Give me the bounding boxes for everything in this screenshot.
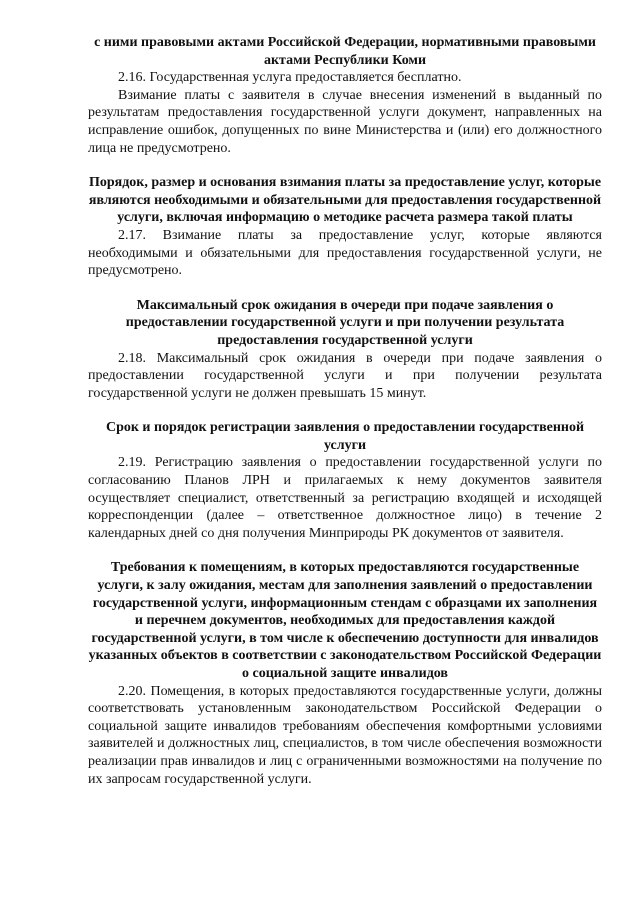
section-spacer xyxy=(88,157,602,174)
document-page xyxy=(88,34,602,788)
section-spacer xyxy=(88,402,602,419)
paragraph: 2.18. Максимальный срок ожидания в очереди при подаче заявления о предоставлении государственной услуги и при получении результата государственной услуги не должен превышать 15 минут. xyxy=(88,350,602,401)
section-heading: Максимальный срок ожидания в очереди при подаче заявления о предоставлении государственной услуги и при получении результата предоставления государственной услуги xyxy=(125,297,565,348)
paragraph: 2.19. Регистрацию заявления о предоставлении государственной услуги по согласованию Планов ЛРН и прилагаемых к нему документов заявителя осуществляет специалист, ответственный за регистрацию входящей и исходящей корреспонденции (далее – ответственное должностное лицо) в течение 2 календарных дней со дня получения Минприроды РК документов от заявителя. xyxy=(88,455,602,541)
section-heading: Требования к помещениям, в которых предоставляются государственные услуги, к залу ожидания, местам для заполнения заявлений о предоставлении государственной услуги, информационным стендам с образцами их заполнения и перечнем документов, необходимых для предоставления каждой государственной услуги, в том числе к обеспечению доступности для инвалидов указанных объектов в соответствии с законодательством Российской Федерации о социальной защите инвалидов xyxy=(88,560,602,681)
paragraph: 2.16. Государственная услуга предоставляется бесплатно. xyxy=(118,70,462,86)
paragraph: Взимание платы с заявителя в случае внесения изменений в выданный по результатам предоставления государственной услуги документ, направленных на исправление ошибок, допущенных по вине Министерства и (или) его должностного лица не предусмотрено. xyxy=(88,87,602,156)
section-spacer xyxy=(88,542,602,559)
paragraph: 2.20. Помещения, в которых предоставляются государственные услуги, должны соответствовать установленным законодательством Российской Федерации о социальной защите инвалидов требованиям обеспечения комфортными условиями заявителей и должностных лиц, специалистов, в том числе обеспечения возможности реализации прав инвалидов и лиц с ограниченными возможностями на получение по их запросам государственной услуги. xyxy=(88,683,602,787)
section-heading: Срок и порядок регистрации заявления о предоставлении государственной услуги xyxy=(105,420,585,453)
section-spacer xyxy=(88,280,602,297)
section-heading: Порядок, размер и основания взимания платы за предоставление услуг, которые являются необходимыми и обязательными для предоставления государственной услуги, включая информацию о методике расчета размера такой платы xyxy=(88,175,602,226)
section-heading: с ними правовыми актами Российской Федерации, нормативными правовыми актами Республики Коми xyxy=(94,35,596,68)
paragraph: 2.17. Взимание платы за предоставление услуг, которые являются необходимыми и обязательными для предоставления государственной услуги, не предусмотрено. xyxy=(88,227,602,279)
